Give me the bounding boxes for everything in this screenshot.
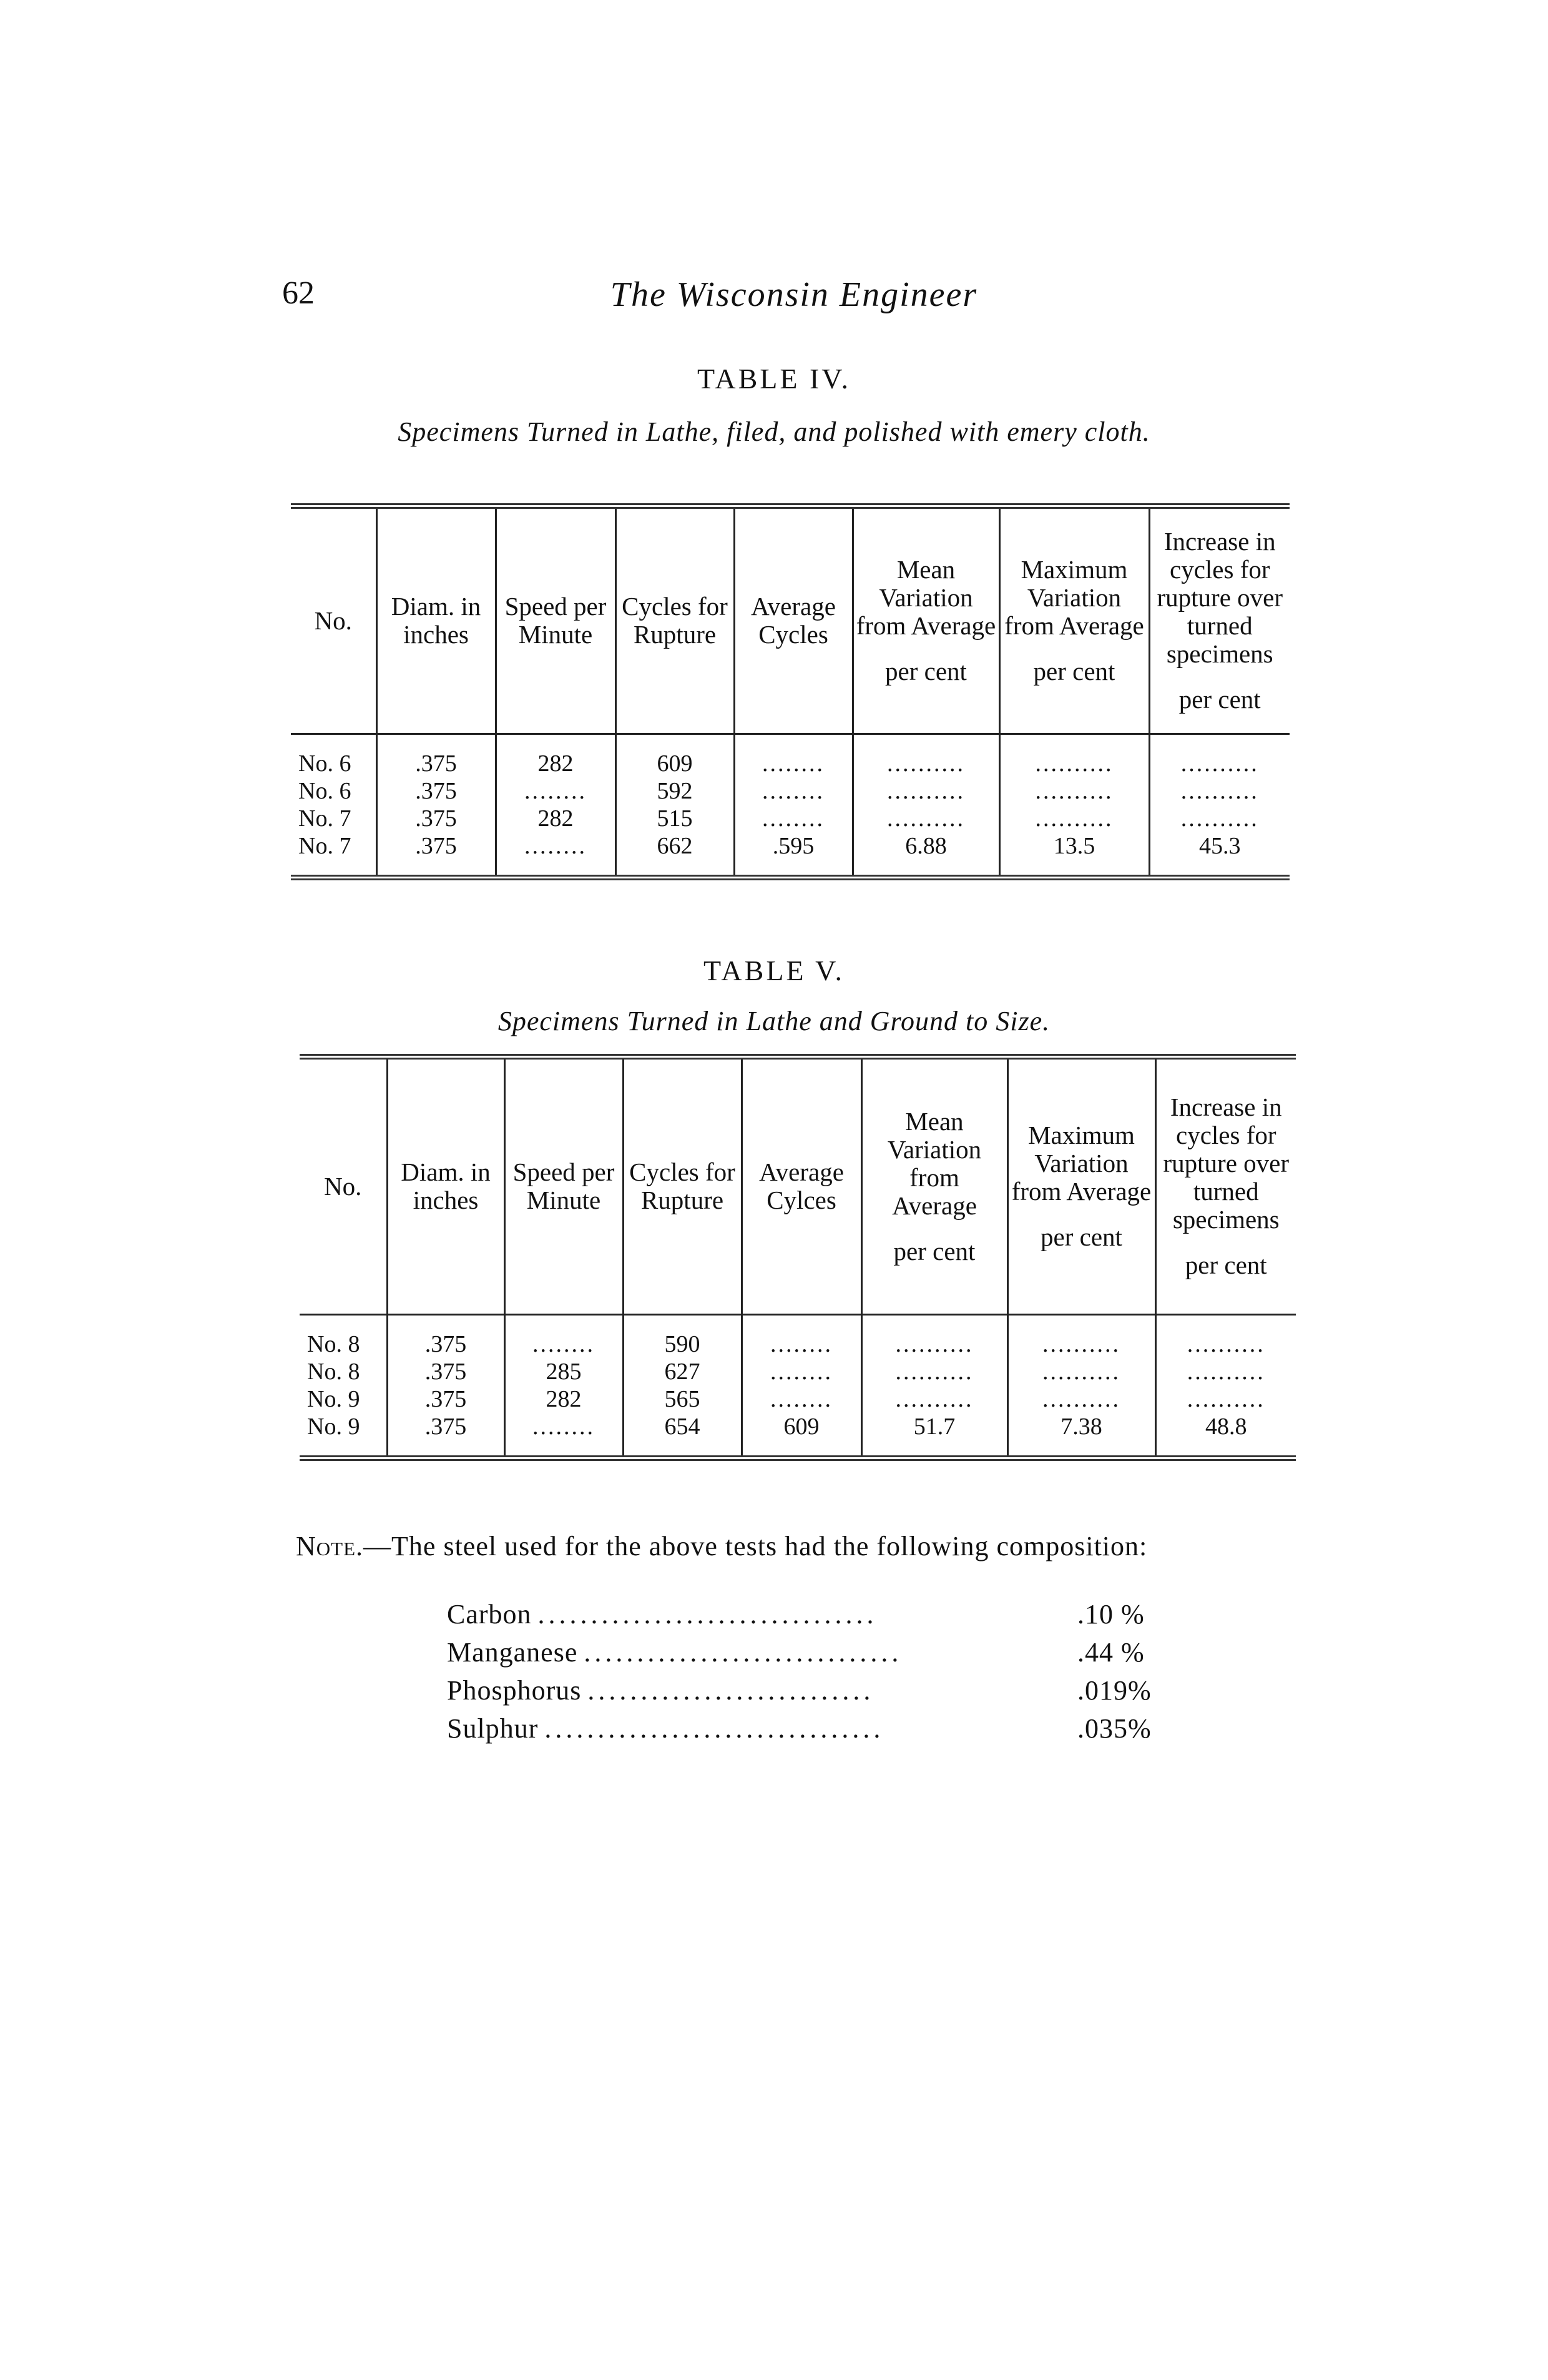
table-5-title: TABLE V. (703, 955, 845, 986)
header-cycles: Cycles for Rupture (615, 509, 734, 734)
header-average: Average Cylces (742, 1060, 861, 1314)
header-no: No. (300, 1060, 387, 1314)
table-row: No. 9 .375 ........ 654 609 51.7 7.38 48.8 (300, 1413, 1296, 1440)
composition-note (296, 1528, 1295, 1565)
journal-title: The Wisconsin Engineer (610, 275, 978, 314)
header-diam: Diam. in inches (376, 509, 496, 734)
header-mean: Mean Variation from Average per cent (853, 509, 999, 734)
table-row: No. 6 .375 ........ 592 ........ .......... .......... .......... (291, 777, 1290, 805)
header-no: No. (291, 509, 376, 734)
composition-row: Manganese .............................. .44 % (447, 1637, 1145, 1668)
table-5 (300, 1054, 1296, 1461)
table-row: No. 6 .375 282 609 ........ .......... .......... .......... (291, 750, 1290, 777)
note-lead: Note. (296, 1531, 364, 1561)
table-5-subtitle: Specimens Turned in Lathe and Ground to Size. (497, 1006, 1051, 1036)
table-row: No. 9 .375 282 565 ........ .......... .......... .......... (300, 1385, 1296, 1413)
table-row: No. 8 .375 ........ 590 ........ .......... .......... .......... (300, 1330, 1296, 1358)
header-speed: Speed per Minute (504, 1060, 623, 1314)
table-4-subtitle: Specimens Turned in Lathe, filed, and polished with emery cloth. (398, 416, 1150, 447)
composition-row: Sulphur ................................ .035% (447, 1713, 1152, 1744)
table-row: No. 8 .375 285 627 ........ .......... .......... .......... (300, 1358, 1296, 1385)
header-maximum: Maximum Variation from Average per cent (999, 509, 1149, 734)
header-increase: Increase in cycles for rupture over turned specimens per cent (1149, 509, 1290, 734)
page-number: 62 (282, 275, 315, 311)
header-speed: Speed per Minute (496, 509, 615, 734)
header-average: Average Cycles (734, 509, 853, 734)
composition-list (447, 1598, 1171, 1751)
header-mean: Mean Variation from Average per cent (861, 1060, 1007, 1314)
composition-row: Carbon ................................ .10 % (447, 1599, 1145, 1630)
header-increase: Increase in cycles for rupture over turned specimens per cent (1155, 1060, 1296, 1314)
note-text: —The steel used for the above tests had the following composition: (363, 1531, 1148, 1561)
running-head (282, 275, 1293, 331)
table-4 (291, 503, 1290, 880)
table-4-title: TABLE IV. (697, 363, 851, 395)
table-row: No. 7 .375 ........ 662 .595 6.88 13.5 45.3 (291, 832, 1290, 860)
header-cycles: Cycles for Rupture (623, 1060, 742, 1314)
table-row: No. 7 .375 282 515 ........ .......... .......... .......... (291, 805, 1290, 832)
composition-row: Phosphorus ........................... .019% (447, 1675, 1152, 1706)
header-diam: Diam. in inches (387, 1060, 504, 1314)
header-maximum: Maximum Variation from Average per cent (1007, 1060, 1155, 1314)
